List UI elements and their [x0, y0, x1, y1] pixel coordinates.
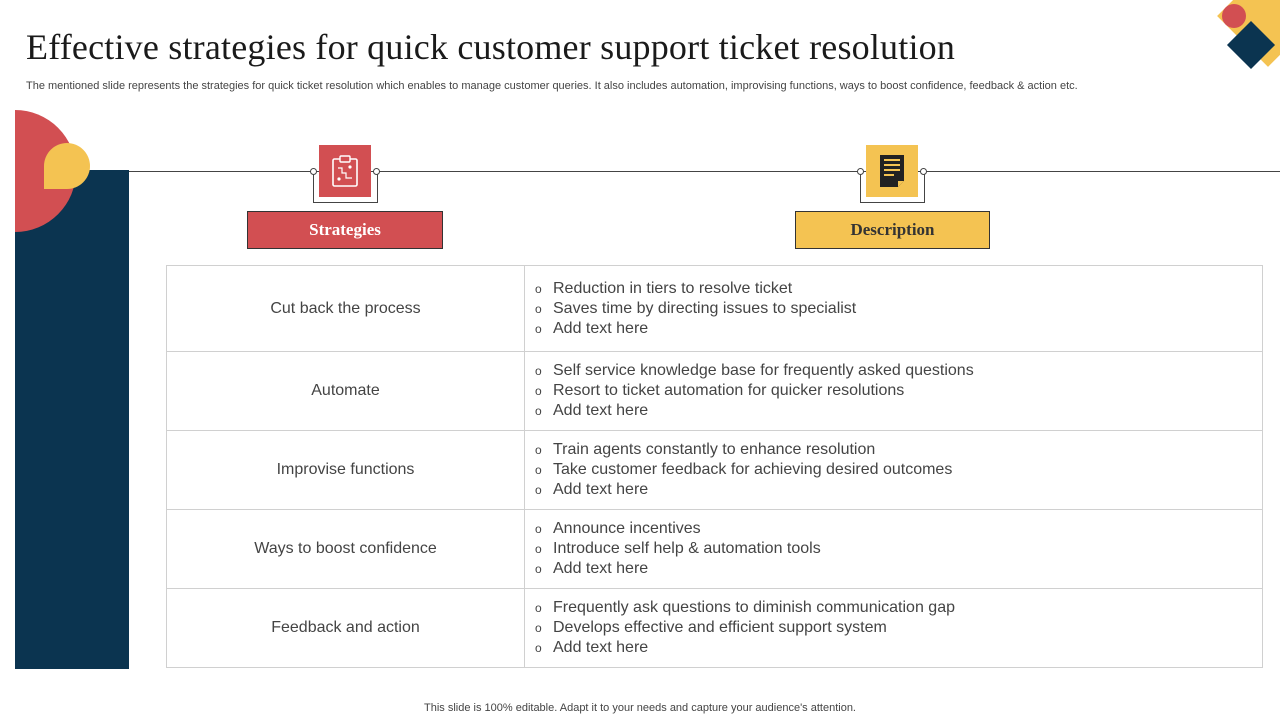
bullet-marker: o [535, 483, 542, 497]
list-item-text: Reduction in tiers to resolve ticket [553, 279, 793, 297]
bullet-marker: o [535, 443, 542, 457]
table-row [167, 266, 1263, 352]
bullet-list [535, 440, 1252, 500]
list-item [535, 519, 1252, 539]
connector-dot [857, 168, 864, 175]
list-item [535, 598, 1252, 618]
description-cell [525, 431, 1263, 510]
navy-side-bar [15, 170, 129, 669]
strategy-cell: Cut back the process [167, 266, 525, 352]
bullet-marker: o [535, 463, 542, 477]
bullet-marker: o [535, 281, 542, 296]
list-item-text: Add text here [553, 319, 649, 337]
connector-dot [373, 168, 380, 175]
bullet-list [535, 519, 1252, 579]
document-icon [866, 145, 918, 197]
list-item [535, 618, 1252, 638]
bullet-marker: o [535, 522, 542, 536]
list-item [535, 559, 1252, 579]
list-item [535, 361, 1252, 381]
bullet-marker: o [535, 321, 542, 336]
strategy-cell: Improvise functions [167, 431, 525, 510]
list-item [535, 460, 1252, 480]
description-cell [525, 266, 1263, 352]
list-item [535, 279, 1252, 299]
strategy-cell: Feedback and action [167, 589, 525, 668]
list-item-text: Saves time by directing issues to specialist [553, 299, 857, 317]
red-corner-circle [1222, 4, 1246, 28]
list-item-text: Take customer feedback for achieving desired outcomes [553, 461, 953, 478]
bullet-marker: o [535, 641, 542, 655]
list-item [535, 401, 1252, 421]
bullet-marker: o [535, 384, 542, 398]
footer-note: This slide is 100% editable. Adapt it to your needs and capture your audience's attention. [424, 702, 856, 714]
list-item [535, 480, 1252, 500]
connector-dot [920, 168, 927, 175]
bullet-list [535, 598, 1252, 658]
bullet-marker: o [535, 562, 542, 576]
description-cell [525, 352, 1263, 431]
list-item [535, 440, 1252, 460]
list-item-text: Self service knowledge base for frequently asked questions [553, 362, 974, 379]
list-item-text: Announce incentives [553, 520, 701, 537]
connector-dot [310, 168, 317, 175]
strategy-cell: Ways to boost confidence [167, 510, 525, 589]
strategies-header: Strategies [247, 211, 443, 249]
yellow-drop-shape [44, 143, 90, 189]
clipboard-icon [319, 145, 371, 197]
table-row [167, 589, 1263, 668]
bullet-marker: o [535, 364, 542, 378]
slide-subtitle: The mentioned slide represents the strategies for quick ticket resolution which enables to manage customer queries. It also includes automation, improvising functions, ways to boost confidence, feedback & action etc. [26, 80, 1078, 92]
list-item-text: Develops effective and efficient support system [553, 619, 887, 636]
list-item-text: Add text here [553, 560, 649, 577]
bullet-list [535, 279, 1252, 339]
strategies-table [166, 265, 1263, 668]
list-item-text: Introduce self help & automation tools [553, 540, 821, 557]
table-row [167, 352, 1263, 431]
description-header: Description [795, 211, 990, 249]
list-item-text: Add text here [553, 402, 649, 419]
list-item-text: Add text here [553, 481, 649, 498]
list-item-text: Train agents constantly to enhance resolution [553, 441, 876, 458]
list-item-text: Resort to ticket automation for quicker resolutions [553, 382, 905, 399]
table-row [167, 431, 1263, 510]
description-cell [525, 589, 1263, 668]
bullet-marker: o [535, 301, 542, 316]
table-row [167, 510, 1263, 589]
list-item [535, 539, 1252, 559]
bullet-marker: o [535, 601, 542, 615]
bullet-marker: o [535, 621, 542, 635]
slide-title: Effective strategies for quick customer support ticket resolution [26, 27, 956, 67]
strategy-cell: Automate [167, 352, 525, 431]
bullet-marker: o [535, 404, 542, 418]
connector-line [129, 171, 1280, 172]
list-item-text: Frequently ask questions to diminish communication gap [553, 599, 955, 616]
bullet-marker: o [535, 542, 542, 556]
description-cell [525, 510, 1263, 589]
bullet-list [535, 361, 1252, 421]
list-item [535, 319, 1252, 339]
list-item [535, 381, 1252, 401]
list-item-text: Add text here [553, 639, 649, 656]
list-item [535, 299, 1252, 319]
list-item [535, 638, 1252, 658]
